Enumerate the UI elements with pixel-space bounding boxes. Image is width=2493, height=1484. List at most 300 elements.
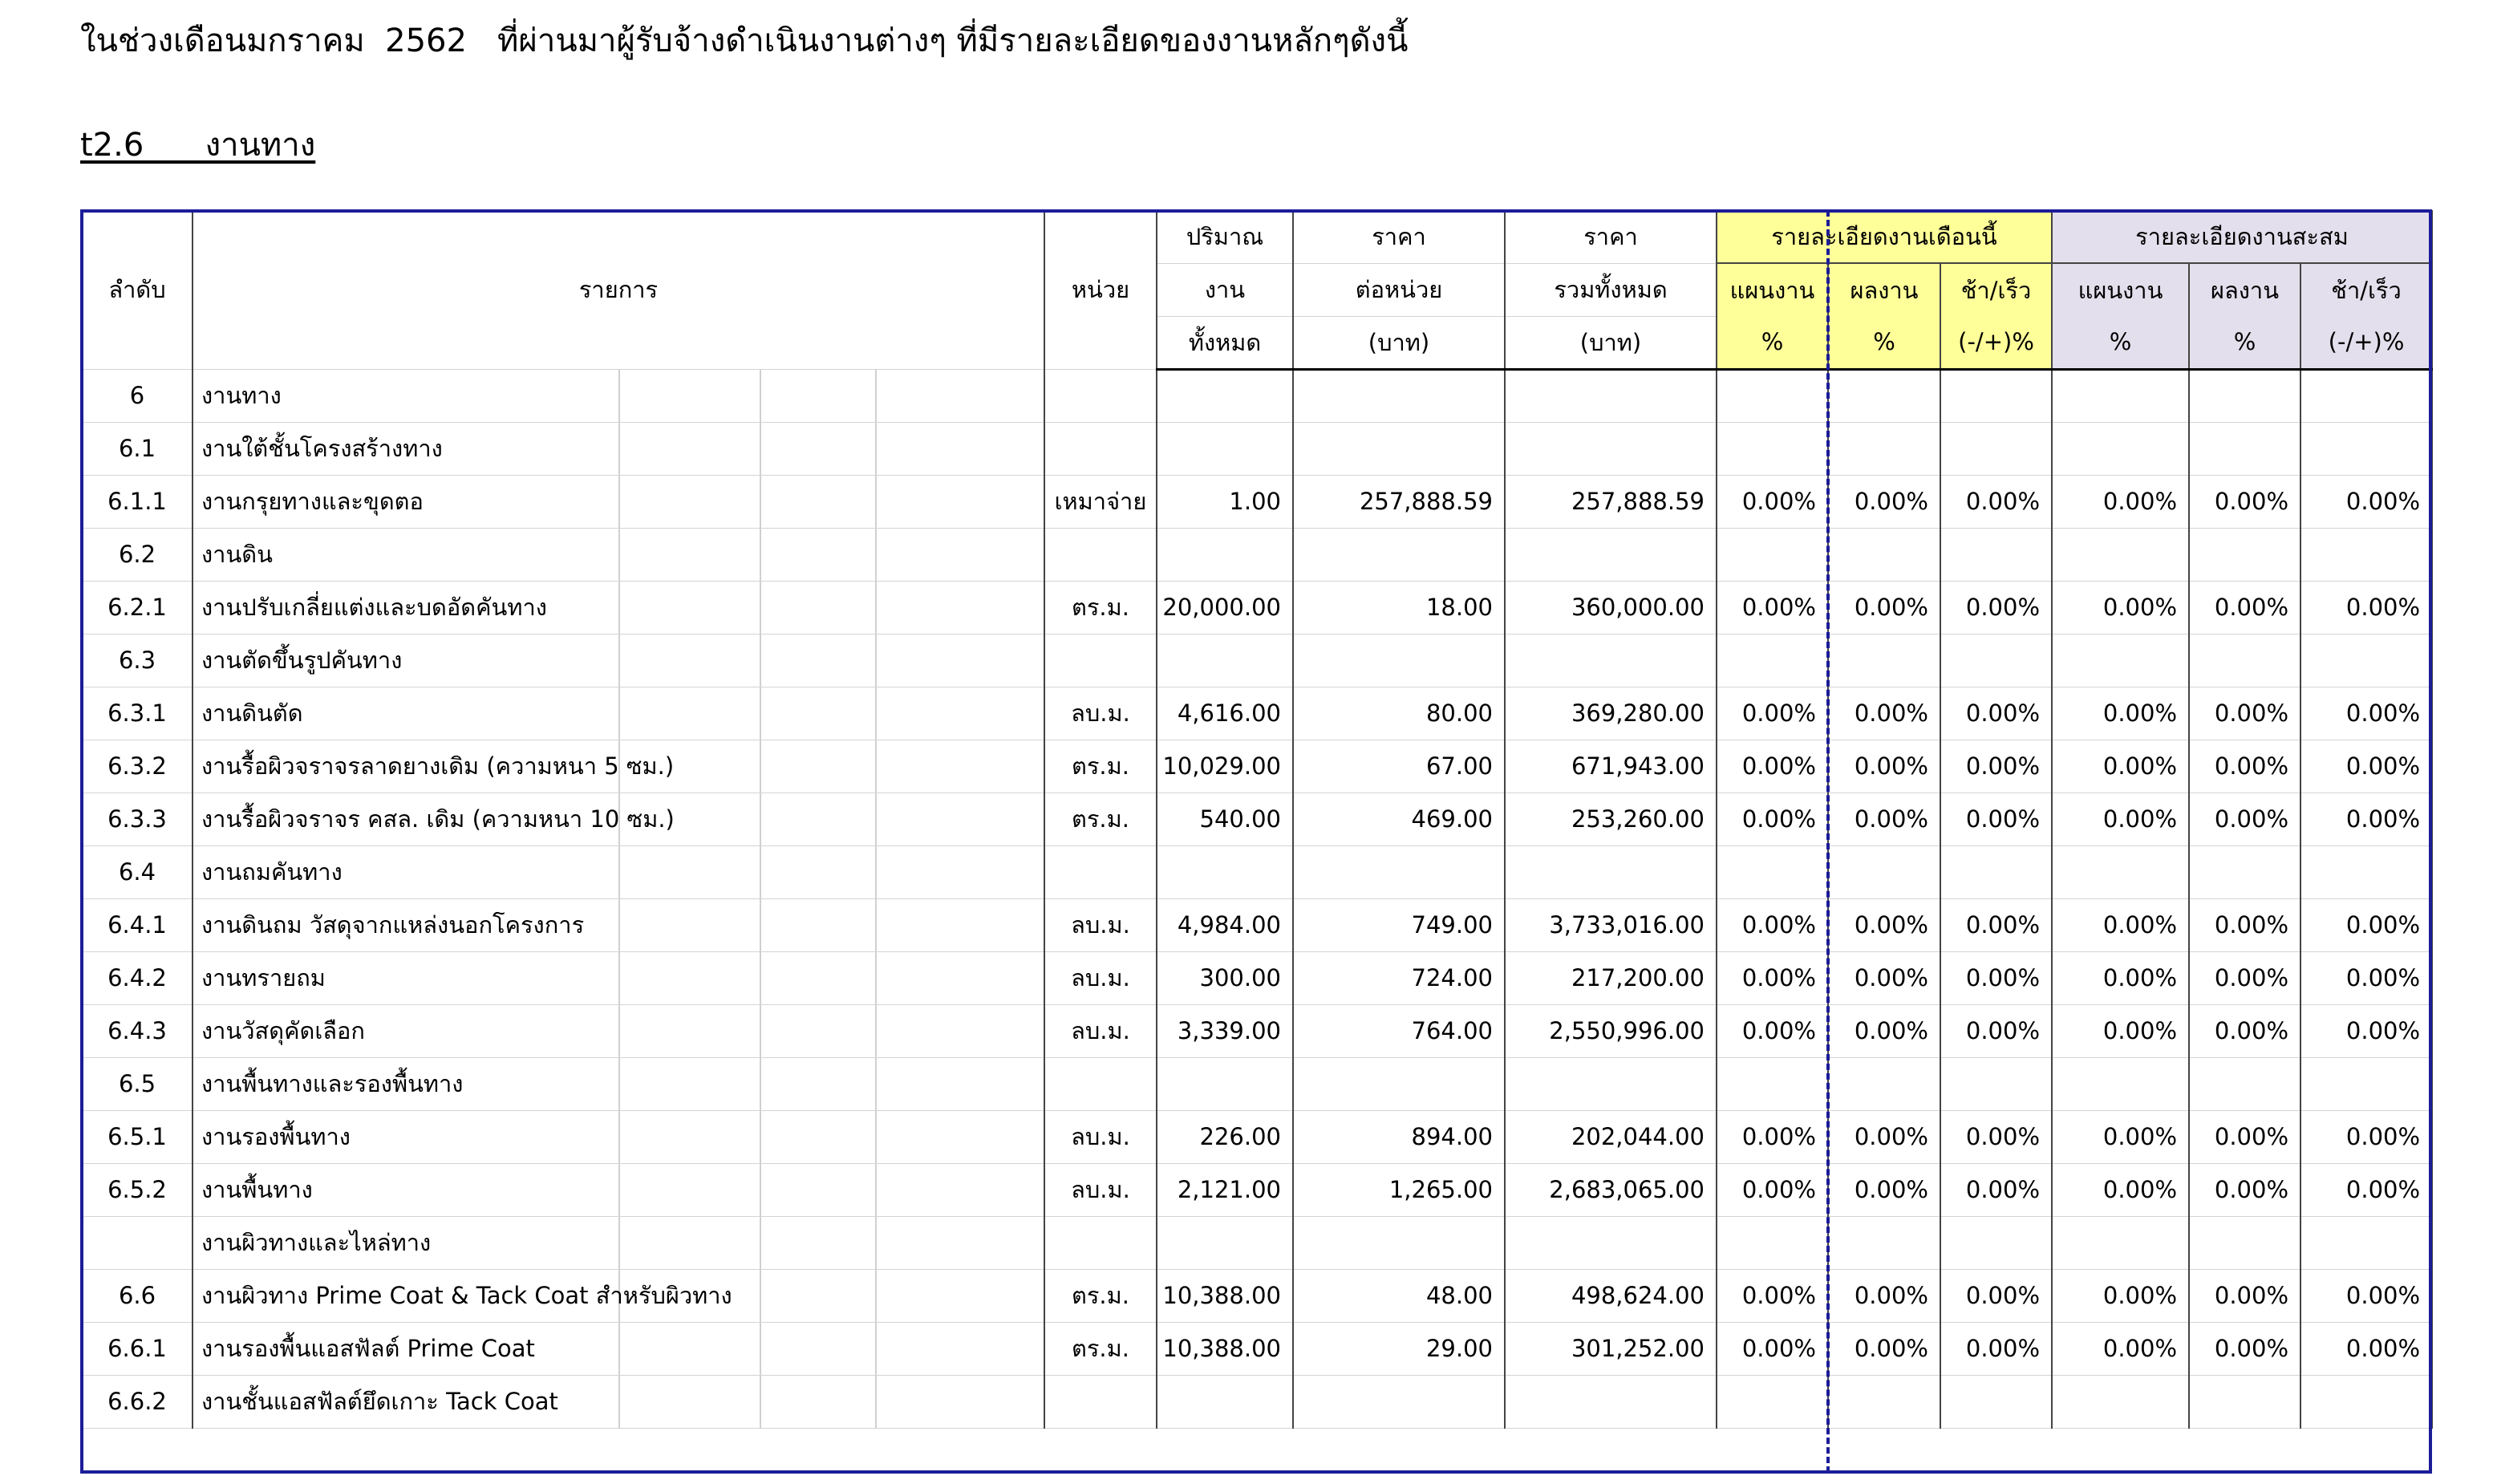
row-item (193, 528, 1044, 581)
row-cum-result (2189, 634, 2300, 687)
row-no: 6.6 (82, 1269, 193, 1322)
row-cum-result: 0.00% (2189, 1110, 2300, 1163)
col-header-no: ลำดับ (82, 210, 193, 369)
row-no: 6.5 (82, 1057, 193, 1110)
row-cum-diff (2300, 634, 2432, 687)
desc-gridline (760, 1376, 761, 1428)
desc-gridline (875, 1270, 877, 1322)
desc-gridline (875, 1111, 877, 1163)
row-item (193, 1004, 1044, 1057)
row-item (193, 1163, 1044, 1216)
row-month-plan: 0.00% (1717, 475, 1828, 528)
table-row (82, 1375, 2432, 1428)
row-cum-plan: 0.00% (2052, 1163, 2189, 1216)
row-month-diff: 0.00% (1940, 1163, 2052, 1216)
row-cum-diff (2300, 845, 2432, 898)
row-item-text: งานชั้นแอสฟัลต์ยึดเกาะ Tack Coat (201, 1388, 558, 1415)
table-row (82, 845, 2432, 898)
row-month-plan (1717, 1216, 1828, 1269)
desc-gridline (875, 476, 877, 528)
row-month-diff: 0.00% (1940, 898, 2052, 951)
row-month-plan (1717, 634, 1828, 687)
row-month-plan (1717, 369, 1828, 422)
row-unit-price: 749.00 (1293, 898, 1505, 951)
row-cum-result: 0.00% (2189, 1269, 2300, 1322)
desc-gridline (760, 476, 761, 528)
row-no: 6.4 (82, 845, 193, 898)
row-cum-diff: 0.00% (2300, 951, 2432, 1004)
desc-gridline (760, 1323, 761, 1375)
row-item-text: งานพื้นทางและรองพื้นทาง (201, 1070, 464, 1097)
row-cum-diff (2300, 369, 2432, 422)
row-total-price (1505, 1216, 1717, 1269)
desc-gridline (618, 1323, 620, 1375)
row-unit-price: 469.00 (1293, 793, 1505, 845)
col-header-month-result-pct: % (1828, 316, 1940, 369)
row-month-plan: 0.00% (1717, 740, 1828, 793)
desc-gridline (760, 1005, 761, 1057)
row-cum-plan: 0.00% (2052, 951, 2189, 1004)
table-row (82, 369, 2432, 422)
table-row (82, 687, 2432, 740)
row-unit-price (1293, 1216, 1505, 1269)
row-unit-price: 80.00 (1293, 687, 1505, 740)
row-qty: 20,000.00 (1157, 581, 1293, 634)
row-no (82, 1216, 193, 1269)
col-header-month-diff-pct: (-/+)% (1940, 316, 2052, 369)
row-unit: ตร.ม. (1044, 581, 1157, 634)
row-cum-plan: 0.00% (2052, 1004, 2189, 1057)
row-qty: 4,616.00 (1157, 687, 1293, 740)
table-row (82, 1004, 2432, 1057)
row-qty (1157, 422, 1293, 475)
row-item-text: งานปรับเกลี่ยแต่งและบดอัดคันทาง (201, 594, 547, 621)
desc-gridline (875, 740, 877, 793)
row-item (193, 898, 1044, 951)
desc-gridline (875, 423, 877, 475)
row-total-price: 360,000.00 (1505, 581, 1717, 634)
col-header-month-result: ผลงาน (1828, 263, 1940, 316)
row-item-text: งานกรุยทางและขุดตอ (201, 488, 424, 515)
row-total-price (1505, 422, 1717, 475)
desc-gridline (875, 582, 877, 634)
desc-gridline (875, 687, 877, 740)
desc-gridline (760, 1270, 761, 1322)
row-cum-diff: 0.00% (2300, 1322, 2432, 1375)
col-header-total-2: รวมทั้งหมด (1505, 263, 1717, 316)
row-cum-plan (2052, 422, 2189, 475)
row-qty (1157, 634, 1293, 687)
row-cum-diff (2300, 528, 2432, 581)
row-cum-result (2189, 528, 2300, 581)
page-heading: ในช่วงเดือนมกราคม 2562 ที่ผ่านมาผู้รับจ้างดำเนินงานต่างๆ ที่มีรายละเอียดของงานหลักๆดังนี้ (80, 22, 1409, 59)
row-month-result: 0.00% (1828, 1322, 1940, 1375)
desc-gridline (760, 635, 761, 687)
row-total-price (1505, 528, 1717, 581)
desc-gridline (875, 952, 877, 1004)
table-row (82, 898, 2432, 951)
row-no: 6.6.1 (82, 1322, 193, 1375)
desc-gridline (875, 1217, 877, 1269)
row-item-text: งานตัดขึ้นรูปคันทาง (201, 647, 403, 674)
row-cum-result (2189, 1375, 2300, 1428)
row-item (193, 1110, 1044, 1163)
desc-gridline (875, 529, 877, 581)
row-item (193, 845, 1044, 898)
row-item (193, 634, 1044, 687)
row-total-price: 3,733,016.00 (1505, 898, 1717, 951)
row-qty: 2,121.00 (1157, 1163, 1293, 1216)
desc-gridline (618, 1217, 620, 1269)
desc-gridline (760, 687, 761, 740)
row-item (193, 475, 1044, 528)
row-month-diff: 0.00% (1940, 687, 2052, 740)
col-header-price-2: ต่อหน่วย (1293, 263, 1505, 316)
col-header-qty-3: ทั้งหมด (1157, 316, 1293, 369)
desc-gridline (760, 899, 761, 951)
row-cum-diff (2300, 1057, 2432, 1110)
row-cum-plan (2052, 369, 2189, 422)
row-month-diff: 0.00% (1940, 1110, 2052, 1163)
row-month-diff: 0.00% (1940, 475, 2052, 528)
row-item-text: งานดิน (201, 541, 273, 568)
row-cum-diff (2300, 422, 2432, 475)
row-qty (1157, 528, 1293, 581)
row-month-diff (1940, 369, 2052, 422)
row-month-plan: 0.00% (1717, 793, 1828, 845)
row-cum-plan: 0.00% (2052, 687, 2189, 740)
row-unit: ลบ.ม. (1044, 951, 1157, 1004)
row-cum-plan: 0.00% (2052, 1322, 2189, 1375)
desc-gridline (760, 740, 761, 793)
desc-gridline (760, 1058, 761, 1110)
desc-gridline (618, 582, 620, 634)
row-month-plan: 0.00% (1717, 1269, 1828, 1322)
col-header-month-diff: ช้า/เร็ว (1940, 263, 2052, 316)
col-header-unit: หน่วย (1044, 210, 1157, 369)
row-cum-result: 0.00% (2189, 740, 2300, 793)
table-row (82, 634, 2432, 687)
row-month-result: 0.00% (1828, 1110, 1940, 1163)
row-month-result (1828, 845, 1940, 898)
row-month-plan (1717, 1375, 1828, 1428)
row-cum-diff: 0.00% (2300, 740, 2432, 793)
row-item-text: งานใต้ชั้นโครงสร้างทาง (201, 435, 443, 462)
row-cum-plan: 0.00% (2052, 1110, 2189, 1163)
row-unit-price: 29.00 (1293, 1322, 1505, 1375)
table-row (82, 1057, 2432, 1110)
desc-gridline (760, 582, 761, 634)
row-qty (1157, 1216, 1293, 1269)
col-header-qty-2: งาน (1157, 263, 1293, 316)
row-unit (1044, 1375, 1157, 1428)
row-total-price: 369,280.00 (1505, 687, 1717, 740)
row-unit-price: 724.00 (1293, 951, 1505, 1004)
row-cum-result (2189, 845, 2300, 898)
row-item-text: งานดินถม วัสดุจากแหล่งนอกโครงการ (201, 911, 585, 939)
row-unit-price (1293, 528, 1505, 581)
row-month-result: 0.00% (1828, 898, 1940, 951)
row-month-result: 0.00% (1828, 1163, 1940, 1216)
row-no: 6.3.2 (82, 740, 193, 793)
row-no: 6.3.3 (82, 793, 193, 845)
col-header-price-1: ราคา (1293, 210, 1505, 263)
row-cum-plan: 0.00% (2052, 740, 2189, 793)
row-cum-result (2189, 422, 2300, 475)
row-item (193, 1057, 1044, 1110)
row-total-price (1505, 1057, 1717, 1110)
row-unit: ตร.ม. (1044, 1322, 1157, 1375)
row-cum-result: 0.00% (2189, 898, 2300, 951)
row-cum-result: 0.00% (2189, 793, 2300, 845)
row-item (193, 581, 1044, 634)
row-qty (1157, 369, 1293, 422)
row-qty: 226.00 (1157, 1110, 1293, 1163)
section-title: t2.6 งานทาง (80, 127, 316, 164)
row-unit (1044, 369, 1157, 422)
row-item-text: งานรองพื้นทาง (201, 1123, 351, 1150)
desc-gridline (618, 423, 620, 475)
desc-gridline (760, 1217, 761, 1269)
row-total-price: 301,252.00 (1505, 1322, 1717, 1375)
row-cum-diff (2300, 1216, 2432, 1269)
row-unit (1044, 528, 1157, 581)
row-month-diff (1940, 1375, 2052, 1428)
row-item (193, 951, 1044, 1004)
col-header-month-plan-pct: % (1717, 316, 1828, 369)
table-row (82, 793, 2432, 845)
row-cum-diff (2300, 1375, 2432, 1428)
row-cum-result: 0.00% (2189, 1163, 2300, 1216)
row-cum-diff: 0.00% (2300, 1004, 2432, 1057)
row-unit-price: 1,265.00 (1293, 1163, 1505, 1216)
table-row (82, 1322, 2432, 1375)
row-total-price (1505, 634, 1717, 687)
row-no: 6.5.2 (82, 1163, 193, 1216)
row-cum-result (2189, 369, 2300, 422)
row-unit-price: 764.00 (1293, 1004, 1505, 1057)
row-no: 6.3 (82, 634, 193, 687)
row-item (193, 793, 1044, 845)
desc-gridline (760, 529, 761, 581)
work-progress-table (81, 210, 2433, 1429)
row-total-price: 253,260.00 (1505, 793, 1717, 845)
row-unit-price (1293, 1057, 1505, 1110)
row-unit-price: 48.00 (1293, 1269, 1505, 1322)
row-month-diff: 0.00% (1940, 740, 2052, 793)
row-month-result: 0.00% (1828, 951, 1940, 1004)
row-month-result: 0.00% (1828, 740, 1940, 793)
row-item (193, 1322, 1044, 1375)
desc-gridline (618, 1164, 620, 1216)
row-month-diff: 0.00% (1940, 951, 2052, 1004)
col-header-month-plan: แผนงาน (1717, 263, 1828, 316)
row-qty (1157, 1057, 1293, 1110)
desc-gridline (618, 1111, 620, 1163)
row-item-text: งานทาง (201, 382, 282, 409)
row-total-price: 202,044.00 (1505, 1110, 1717, 1163)
desc-gridline (618, 846, 620, 898)
table-row (82, 528, 2432, 581)
row-total-price: 257,888.59 (1505, 475, 1717, 528)
row-cum-result: 0.00% (2189, 475, 2300, 528)
row-cum-plan (2052, 1057, 2189, 1110)
row-cum-plan (2052, 634, 2189, 687)
desc-gridline (760, 1111, 761, 1163)
row-cum-diff: 0.00% (2300, 1163, 2432, 1216)
col-header-cum-diff-pct: (-/+)% (2300, 316, 2432, 369)
table-row (82, 1269, 2432, 1322)
row-no: 6.6.2 (82, 1375, 193, 1428)
row-unit-price (1293, 1375, 1505, 1428)
row-no: 6.1.1 (82, 475, 193, 528)
table-row (82, 581, 2432, 634)
col-header-cum-diff: ช้า/เร็ว (2300, 263, 2432, 316)
row-month-result: 0.00% (1828, 475, 1940, 528)
row-total-price (1505, 369, 1717, 422)
row-cum-diff: 0.00% (2300, 1269, 2432, 1322)
row-qty: 540.00 (1157, 793, 1293, 845)
row-month-plan: 0.00% (1717, 1110, 1828, 1163)
desc-gridline (875, 1323, 877, 1375)
row-month-diff (1940, 528, 2052, 581)
desc-gridline (760, 370, 761, 422)
row-qty: 300.00 (1157, 951, 1293, 1004)
table-row (82, 1216, 2432, 1269)
desc-gridline (875, 1376, 877, 1428)
row-cum-result: 0.00% (2189, 1004, 2300, 1057)
row-unit: ตร.ม. (1044, 793, 1157, 845)
row-month-plan: 0.00% (1717, 581, 1828, 634)
desc-gridline (760, 1164, 761, 1216)
table-row (82, 740, 2432, 793)
col-header-item: รายการ (193, 210, 1044, 369)
row-cum-diff: 0.00% (2300, 475, 2432, 528)
row-qty (1157, 845, 1293, 898)
table-row (82, 1110, 2432, 1163)
row-unit (1044, 422, 1157, 475)
row-qty: 3,339.00 (1157, 1004, 1293, 1057)
row-no: 6.4.1 (82, 898, 193, 951)
row-month-plan: 0.00% (1717, 898, 1828, 951)
row-month-result: 0.00% (1828, 793, 1940, 845)
desc-gridline (875, 846, 877, 898)
desc-gridline (875, 1005, 877, 1057)
row-month-result: 0.00% (1828, 1269, 1940, 1322)
col-header-total-3: (บาท) (1505, 316, 1717, 369)
row-item-text: งานผิวทางและไหล่ทาง (201, 1229, 432, 1256)
desc-gridline (760, 423, 761, 475)
row-item (193, 1269, 1044, 1322)
row-unit: ลบ.ม. (1044, 1110, 1157, 1163)
row-month-plan (1717, 528, 1828, 581)
row-unit-price: 67.00 (1293, 740, 1505, 793)
row-item-text: งานรองพื้นแอสฟัลต์ Prime Coat (201, 1335, 535, 1362)
row-unit (1044, 1216, 1157, 1269)
row-item-text: งานวัสดุคัดเลือก (201, 1017, 365, 1044)
row-cum-diff: 0.00% (2300, 581, 2432, 634)
row-month-result (1828, 1375, 1940, 1428)
row-unit: ตร.ม. (1044, 740, 1157, 793)
row-cum-plan (2052, 845, 2189, 898)
row-cum-result (2189, 1216, 2300, 1269)
desc-gridline (618, 476, 620, 528)
row-unit: ตร.ม. (1044, 1269, 1157, 1322)
row-unit (1044, 1057, 1157, 1110)
row-month-diff (1940, 1057, 2052, 1110)
row-cum-result: 0.00% (2189, 951, 2300, 1004)
row-month-plan (1717, 422, 1828, 475)
row-cum-plan (2052, 1375, 2189, 1428)
row-qty: 4,984.00 (1157, 898, 1293, 951)
desc-gridline (618, 635, 620, 687)
row-total-price: 498,624.00 (1505, 1269, 1717, 1322)
row-qty: 10,029.00 (1157, 740, 1293, 793)
row-no: 6.2.1 (82, 581, 193, 634)
row-month-plan: 0.00% (1717, 1322, 1828, 1375)
col-header-this-month: รายละเอียดงานเดือนนี้ (1717, 210, 2052, 263)
desc-gridline (618, 370, 620, 422)
row-month-result (1828, 634, 1940, 687)
desc-gridline (875, 635, 877, 687)
row-month-diff (1940, 1216, 2052, 1269)
row-cum-diff: 0.00% (2300, 793, 2432, 845)
row-cum-plan: 0.00% (2052, 475, 2189, 528)
row-total-price: 671,943.00 (1505, 740, 1717, 793)
desc-gridline (618, 1058, 620, 1110)
table-row (82, 475, 2432, 528)
col-header-price-3: (บาท) (1293, 316, 1505, 369)
row-item-text: งานถมคันทาง (201, 858, 343, 886)
col-header-qty-1: ปริมาณ (1157, 210, 1293, 263)
row-no: 6.2 (82, 528, 193, 581)
row-month-result: 0.00% (1828, 1004, 1940, 1057)
row-no: 6.1 (82, 422, 193, 475)
desc-gridline (875, 793, 877, 845)
row-cum-diff: 0.00% (2300, 898, 2432, 951)
row-cum-plan (2052, 528, 2189, 581)
row-unit: ลบ.ม. (1044, 1004, 1157, 1057)
row-cum-plan: 0.00% (2052, 581, 2189, 634)
row-item (193, 369, 1044, 422)
row-cum-result: 0.00% (2189, 1322, 2300, 1375)
row-month-plan (1717, 845, 1828, 898)
col-header-cumulative: รายละเอียดงานสะสม (2052, 210, 2432, 263)
row-month-plan: 0.00% (1717, 1163, 1828, 1216)
row-cum-plan: 0.00% (2052, 793, 2189, 845)
row-unit-price (1293, 845, 1505, 898)
row-month-result: 0.00% (1828, 581, 1940, 634)
row-month-plan: 0.00% (1717, 1004, 1828, 1057)
desc-gridline (618, 1005, 620, 1057)
row-cum-plan: 0.00% (2052, 1269, 2189, 1322)
row-cum-diff: 0.00% (2300, 687, 2432, 740)
col-header-total-1: ราคา (1505, 210, 1717, 263)
row-month-diff (1940, 634, 2052, 687)
desc-gridline (875, 370, 877, 422)
row-item (193, 687, 1044, 740)
row-unit (1044, 634, 1157, 687)
row-total-price (1505, 1375, 1717, 1428)
row-cum-result: 0.00% (2189, 581, 2300, 634)
row-unit-price: 894.00 (1293, 1110, 1505, 1163)
col-header-cum-plan-pct: % (2052, 316, 2189, 369)
desc-gridline (875, 1058, 877, 1110)
header-row-1 (82, 210, 2432, 263)
row-month-diff (1940, 845, 2052, 898)
desc-gridline (618, 529, 620, 581)
row-month-result: 0.00% (1828, 687, 1940, 740)
